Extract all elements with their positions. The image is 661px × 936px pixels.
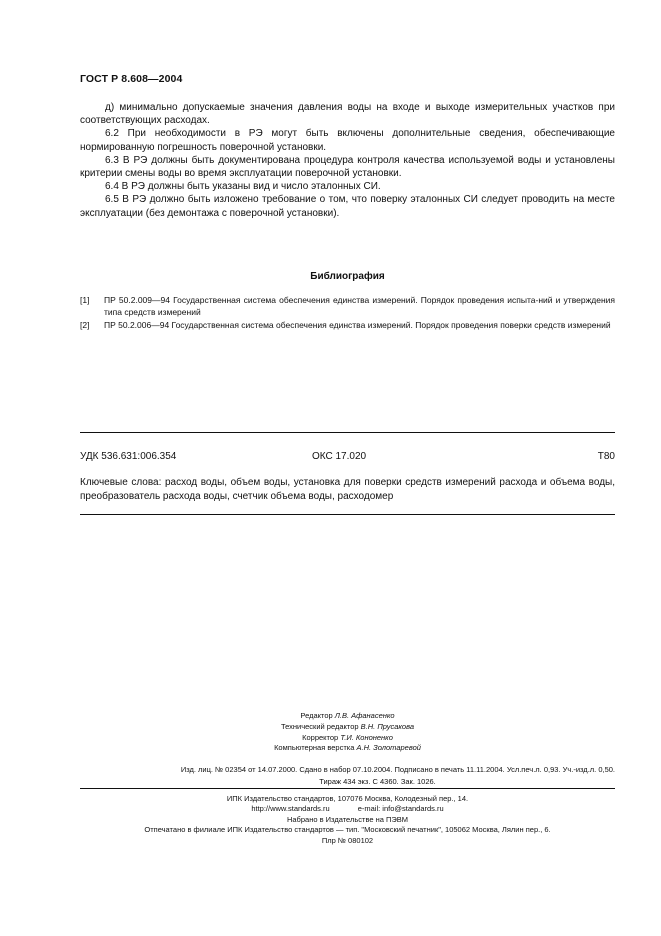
bibliography-entry-number: [1] (80, 295, 90, 305)
bibliography-entry-text: ПР 50.2.006—94 Государственная система обеспечения единства измерений. Порядок проведения поверки средств измерений (104, 320, 611, 330)
credit-role: Технический редактор (280, 721, 359, 731)
publisher-typeset-note: Набрано в Издательстве на ПЭВМ (286, 814, 409, 824)
bibliography-entry-number: [2] (80, 320, 90, 330)
category-code: Т80 (597, 451, 615, 462)
credit-role: Корректор (302, 732, 339, 742)
credit-layout (80, 743, 615, 754)
credit-name: В.Н. Прусакова (360, 721, 415, 731)
paragraph-6-2: 6.2 При необходимости в РЭ могут быть включены дополнительные сведения, обеспечивающие нормированную погрешность поверочной установки. (80, 128, 615, 153)
publisher-top-rule (80, 788, 615, 789)
credit-corrector (80, 733, 615, 744)
body-text (80, 101, 615, 220)
publisher-address: ИПК Издательство стандартов, 107076 Москва, Колодезный пер., 14. (226, 794, 469, 803)
publisher-website: http://www.standards.ru (251, 804, 330, 814)
publisher-printer: Отпечатано в филиале ИПК Издательство стандартов — тип. "Московский печатник", 105062 Москва, Лялин пер., 6. (144, 825, 551, 835)
publisher-contacts (80, 804, 615, 814)
bibliography-list (80, 295, 615, 334)
publisher-email: e-mail: info@standards.ru (357, 804, 444, 814)
paragraph-6-5: 6.5 В РЭ должно быть изложено требование о том, что поверку эталонных СИ следует проводить на месте эксплуатации (без демонтажа с поверочной установки). (80, 194, 615, 219)
credit-name: Т.И. Кононенко (340, 732, 393, 742)
bibliography-entry-text: ПР 50.2.009—94 Государственная система обеспечения единства измерений. Порядок проведения испыта-ний и утверждения типа средств измерений (104, 295, 615, 317)
print-info-line: Изд. лиц. № 02354 от 14.07.2000. Сдано в набор 07.10.2004. Подписано в печать 11.11.2004. Усл.печ.л. 0,93. Уч.-изд.л. 0,50. (180, 765, 615, 774)
credit-role: Компьютерная верстка (274, 743, 355, 753)
credit-role: Редактор (300, 711, 333, 720)
credit-name: Л.В. Афанасенко (334, 711, 395, 720)
credit-editor (80, 711, 615, 722)
bibliography-entry (80, 295, 615, 318)
udk-code: УДК 536.631:006.354 (80, 451, 177, 462)
standard-id: ГОСТ Р 8.608—2004 (80, 73, 183, 85)
bibliography-title: Библиография (310, 271, 385, 282)
paragraph-6-4: 6.4 В РЭ должны быть указаны вид и число эталонных СИ. (105, 181, 381, 193)
credits (80, 711, 615, 754)
publisher-info (80, 794, 615, 846)
classification-top-rule (80, 432, 615, 433)
bibliography-entry (80, 320, 615, 332)
print-info-line: Тираж 434 экз. С 4360. Зак. 1026. (319, 776, 436, 786)
publisher-plr: Плр № 080102 (321, 835, 374, 845)
oks-code: ОКС 17.020 (312, 451, 367, 462)
keywords: Ключевые слова: расход воды, объем воды, установка для поверки средств измерений расхода и объема воды, преобразователь расхода воды, счетчик объема воды, расходомер (80, 477, 615, 502)
paragraph-d: д) минимально допускаемые значения давления воды на входе и выходе измерительных участков при соответствующих расходах. (80, 102, 615, 127)
print-info (80, 764, 615, 787)
keywords-bottom-rule (80, 514, 615, 515)
credit-tech-editor (80, 722, 615, 733)
paragraph-6-3: 6.3 В РЭ должны быть документирована процедура контроля качества используемой воды и установлены критерии смены воды во время эксплуатации поверочной установки. (80, 154, 615, 180)
classification-row (80, 451, 615, 462)
credit-name: А.Н. Золотаревой (356, 743, 421, 753)
